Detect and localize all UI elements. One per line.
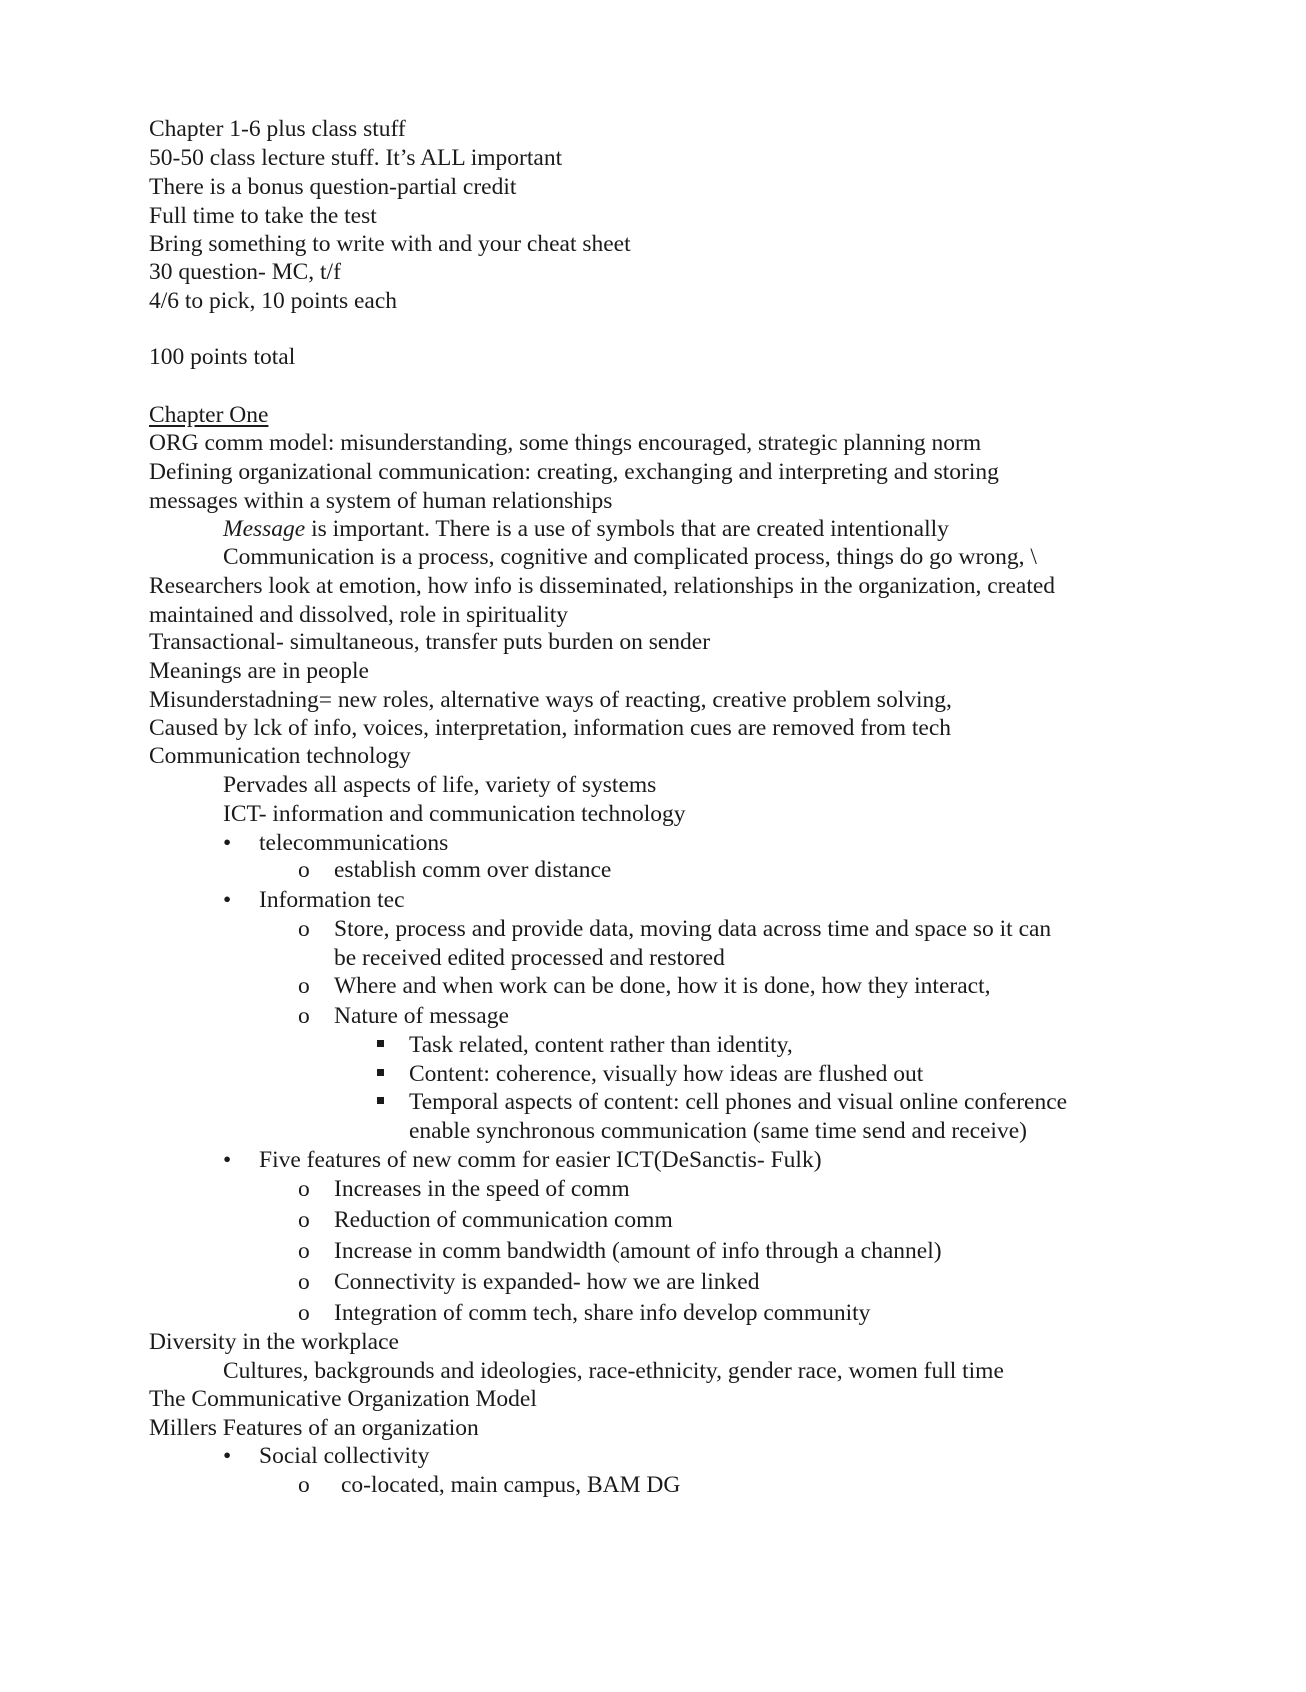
bullet-circle-icon: o: [298, 1269, 310, 1295]
line-misunderstanding: Misunderstadning= new roles, alternative ways of reacting, creative problem solving,: [149, 687, 952, 713]
line-communication-process: Communication is a process, cognitive and complicated process, things do go wrong, \: [223, 544, 1037, 570]
line-communicative-model: The Communicative Organization Model: [149, 1386, 537, 1412]
list-item-feature-5: Integration of comm tech, share info develop community: [334, 1300, 871, 1326]
list-item-feature-2: Reduction of communication comm: [334, 1207, 673, 1233]
message-emphasis: Message: [223, 516, 306, 542]
line-bring-something: Bring something to write with and your cheat sheet: [149, 231, 631, 257]
line-communication-technology: Communication technology: [149, 743, 411, 769]
line-bonus-question: There is a bonus question-partial credit: [149, 174, 517, 200]
list-item-nature-of-message: Nature of message: [334, 1003, 509, 1029]
line-org-comm-model: ORG comm model: misunderstanding, some things encouraged, strategic planning norm: [149, 430, 982, 456]
line-researchers-1: Researchers look at emotion, how info is disseminated, relationships in the organization, created: [149, 573, 1056, 599]
message-rest: is important. There is a use of symbols that are created intentionally: [305, 516, 949, 542]
list-item-establish-comm: establish comm over distance: [334, 857, 612, 883]
line-defining-1: Defining organizational communication: creating, exchanging and interpreting and storing: [149, 459, 999, 485]
list-item-store-2: be received edited processed and restored: [334, 945, 725, 971]
bullet-square-icon: [377, 1097, 384, 1104]
chapter-one-heading: Chapter One: [149, 402, 269, 428]
bullet-dot-icon: •: [223, 830, 232, 856]
bullet-circle-icon: o: [298, 973, 310, 999]
line-caused-by: Caused by lck of info, voices, interpretation, information cues are removed from tech: [149, 715, 951, 741]
line-chapter-range: Chapter 1-6 plus class stuff: [149, 116, 406, 142]
list-item-information-tec: Information tec: [259, 887, 405, 913]
list-item-feature-3: Increase in comm bandwidth (amount of info through a channel): [334, 1238, 942, 1264]
bullet-circle-icon: o: [298, 1176, 310, 1202]
line-pervades: Pervades all aspects of life, variety of systems: [223, 772, 657, 798]
list-item-feature-1: Increases in the speed of comm: [334, 1176, 630, 1202]
list-item-feature-4: Connectivity is expanded- how we are linked: [334, 1269, 760, 1295]
line-class-lecture: 50-50 class lecture stuff. It’s ALL important: [149, 145, 563, 171]
bullet-circle-icon: o: [298, 1207, 310, 1233]
bullet-dot-icon: •: [223, 887, 232, 913]
list-item-where-when: Where and when work can be done, how it is done, how they interact,: [334, 973, 991, 999]
bullet-circle-icon: o: [298, 1238, 310, 1264]
line-4-of-6: 4/6 to pick, 10 points each: [149, 288, 398, 314]
line-diversity: Diversity in the workplace: [149, 1329, 399, 1355]
list-item-social-collectivity: Social collectivity: [259, 1443, 430, 1469]
bullet-square-icon: [377, 1069, 384, 1076]
bullet-circle-icon: o: [298, 916, 310, 942]
list-item-content: Content: coherence, visually how ideas are flushed out: [409, 1061, 924, 1087]
list-item-telecommunications: telecommunications: [259, 830, 449, 856]
line-meanings: Meanings are in people: [149, 658, 369, 684]
bullet-circle-icon: o: [298, 1003, 310, 1029]
line-ict: ICT- information and communication technology: [223, 801, 686, 827]
line-100-points: 100 points total: [149, 344, 296, 370]
list-item-temporal-2: enable synchronous communication (same time send and receive): [409, 1118, 1027, 1144]
line-30-questions: 30 question- MC, t/f: [149, 259, 341, 285]
line-cultures: Cultures, backgrounds and ideologies, race-ethnicity, gender race, women full time: [223, 1358, 1004, 1384]
line-researchers-2: maintained and dissolved, role in spirituality: [149, 602, 569, 628]
list-item-temporal-1: Temporal aspects of content: cell phones and visual online conference: [409, 1089, 1068, 1115]
list-item-task-related: Task related, content rather than identity,: [409, 1032, 793, 1058]
line-millers-features: Millers Features of an organization: [149, 1415, 479, 1441]
line-defining-2: messages within a system of human relationships: [149, 488, 613, 514]
bullet-circle-icon: o: [298, 1472, 310, 1498]
line-full-time: Full time to take the test: [149, 203, 377, 229]
bullet-circle-icon: o: [298, 1300, 310, 1326]
line-transactional: Transactional- simultaneous, transfer puts burden on sender: [149, 629, 711, 655]
bullet-dot-icon: •: [223, 1443, 232, 1469]
bullet-square-icon: [377, 1040, 384, 1047]
list-item-co-located: co-located, main campus, BAM DG: [341, 1472, 681, 1498]
bullet-circle-icon: o: [298, 857, 310, 883]
bullet-dot-icon: •: [223, 1147, 232, 1173]
list-item-five-features: Five features of new comm for easier ICT(DeSanctis- Fulk): [259, 1147, 822, 1173]
list-item-store-1: Store, process and provide data, moving data across time and space so it can: [334, 916, 1052, 942]
line-message: [223, 518, 949, 542]
